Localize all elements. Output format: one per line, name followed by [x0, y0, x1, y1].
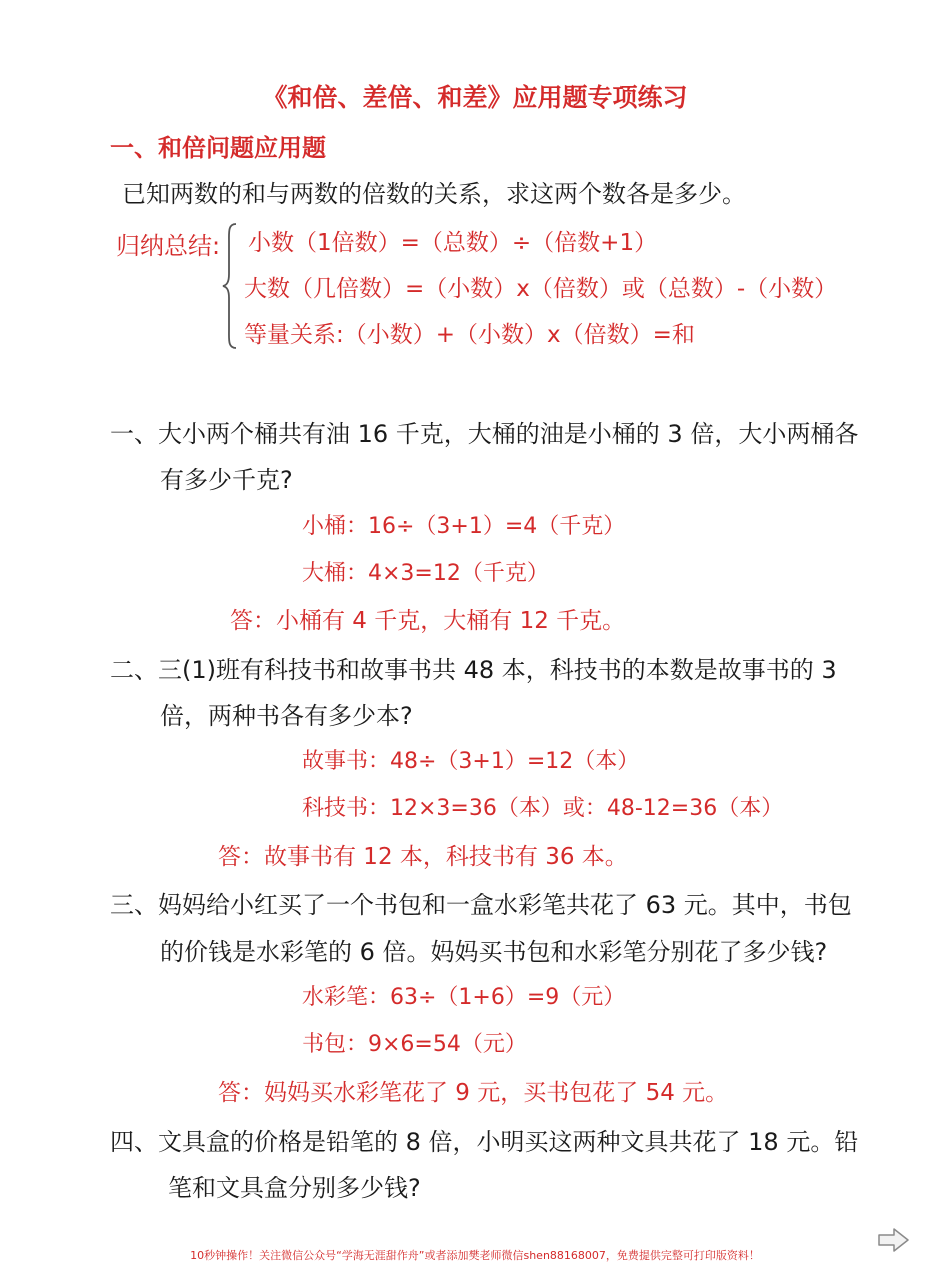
- section-heading: 一、和倍问题应用题: [110, 134, 326, 162]
- problem-1-line-1: 一、大小两个桶共有油 16 千克，大桶的油是小桶的 3 倍，大小两桶各: [110, 420, 859, 448]
- problem-3-answer: 答：妈妈买水彩笔花了 9 元，买书包花了 54 元。: [218, 1080, 729, 1106]
- summary-formula-2: 大数（几倍数）=（小数）x（倍数）或（总数）-（小数）: [244, 276, 838, 302]
- next-page-arrow-icon[interactable]: [876, 1226, 912, 1254]
- section-intro: 已知两数的和与两数的倍数的关系，求这两个数各是多少。: [122, 180, 746, 208]
- problem-3-step-1: 水彩笔：63÷（1+6）=9（元）: [302, 985, 626, 1010]
- problem-4-line-1: 四、文具盒的价格是铅笔的 8 倍，小明买这两种文具共花了 18 元。铅: [110, 1128, 859, 1156]
- curly-brace-icon: [222, 222, 238, 350]
- problem-2-line-2: 倍，两种书各有多少本?: [160, 702, 413, 730]
- footer-note: 10秒钟操作！关注微信公众号“学海无涯甜作舟”或者添加樊老师微信shen88168007，免费提供完整可打印版资料！: [190, 1249, 760, 1262]
- problem-2-line-1: 二、三(1)班有科技书和故事书共 48 本，科技书的本数是故事书的 3: [110, 656, 837, 684]
- problem-3-step-2: 书包：9×6=54（元）: [302, 1032, 527, 1057]
- problem-2-step-1: 故事书：48÷（3+1）=12（本）: [302, 749, 640, 774]
- problem-1-line-2: 有多少千克?: [160, 466, 293, 494]
- problem-2-step-2: 科技书：12×3=36（本）或：48-12=36（本）: [302, 796, 784, 821]
- problem-3-line-2: 的价钱是水彩笔的 6 倍。妈妈买书包和水彩笔分别花了多少钱?: [160, 938, 828, 966]
- problem-1-step-1: 小桶：16÷（3+1）=4（千克）: [302, 514, 626, 539]
- page-title: 《和倍、差倍、和差》应用题专项练习: [262, 83, 688, 112]
- summary-label: 归纳总结:: [116, 232, 221, 260]
- problem-2-answer: 答：故事书有 12 本，科技书有 36 本。: [218, 844, 628, 870]
- summary-formula-1: 小数（1倍数）=（总数）÷（倍数+1）: [248, 230, 658, 256]
- problem-3-line-1: 三、妈妈给小红买了一个书包和一盒水彩笔共花了 63 元。其中，书包: [110, 891, 852, 919]
- problem-4-line-2: 笔和文具盒分别多少钱?: [168, 1174, 421, 1202]
- summary-formula-3: 等量关系:（小数）+（小数）x（倍数）=和: [244, 322, 695, 348]
- problem-1-answer: 答：小桶有 4 千克，大桶有 12 千克。: [230, 608, 626, 634]
- problem-1-step-2: 大桶：4×3=12（千克）: [302, 561, 549, 586]
